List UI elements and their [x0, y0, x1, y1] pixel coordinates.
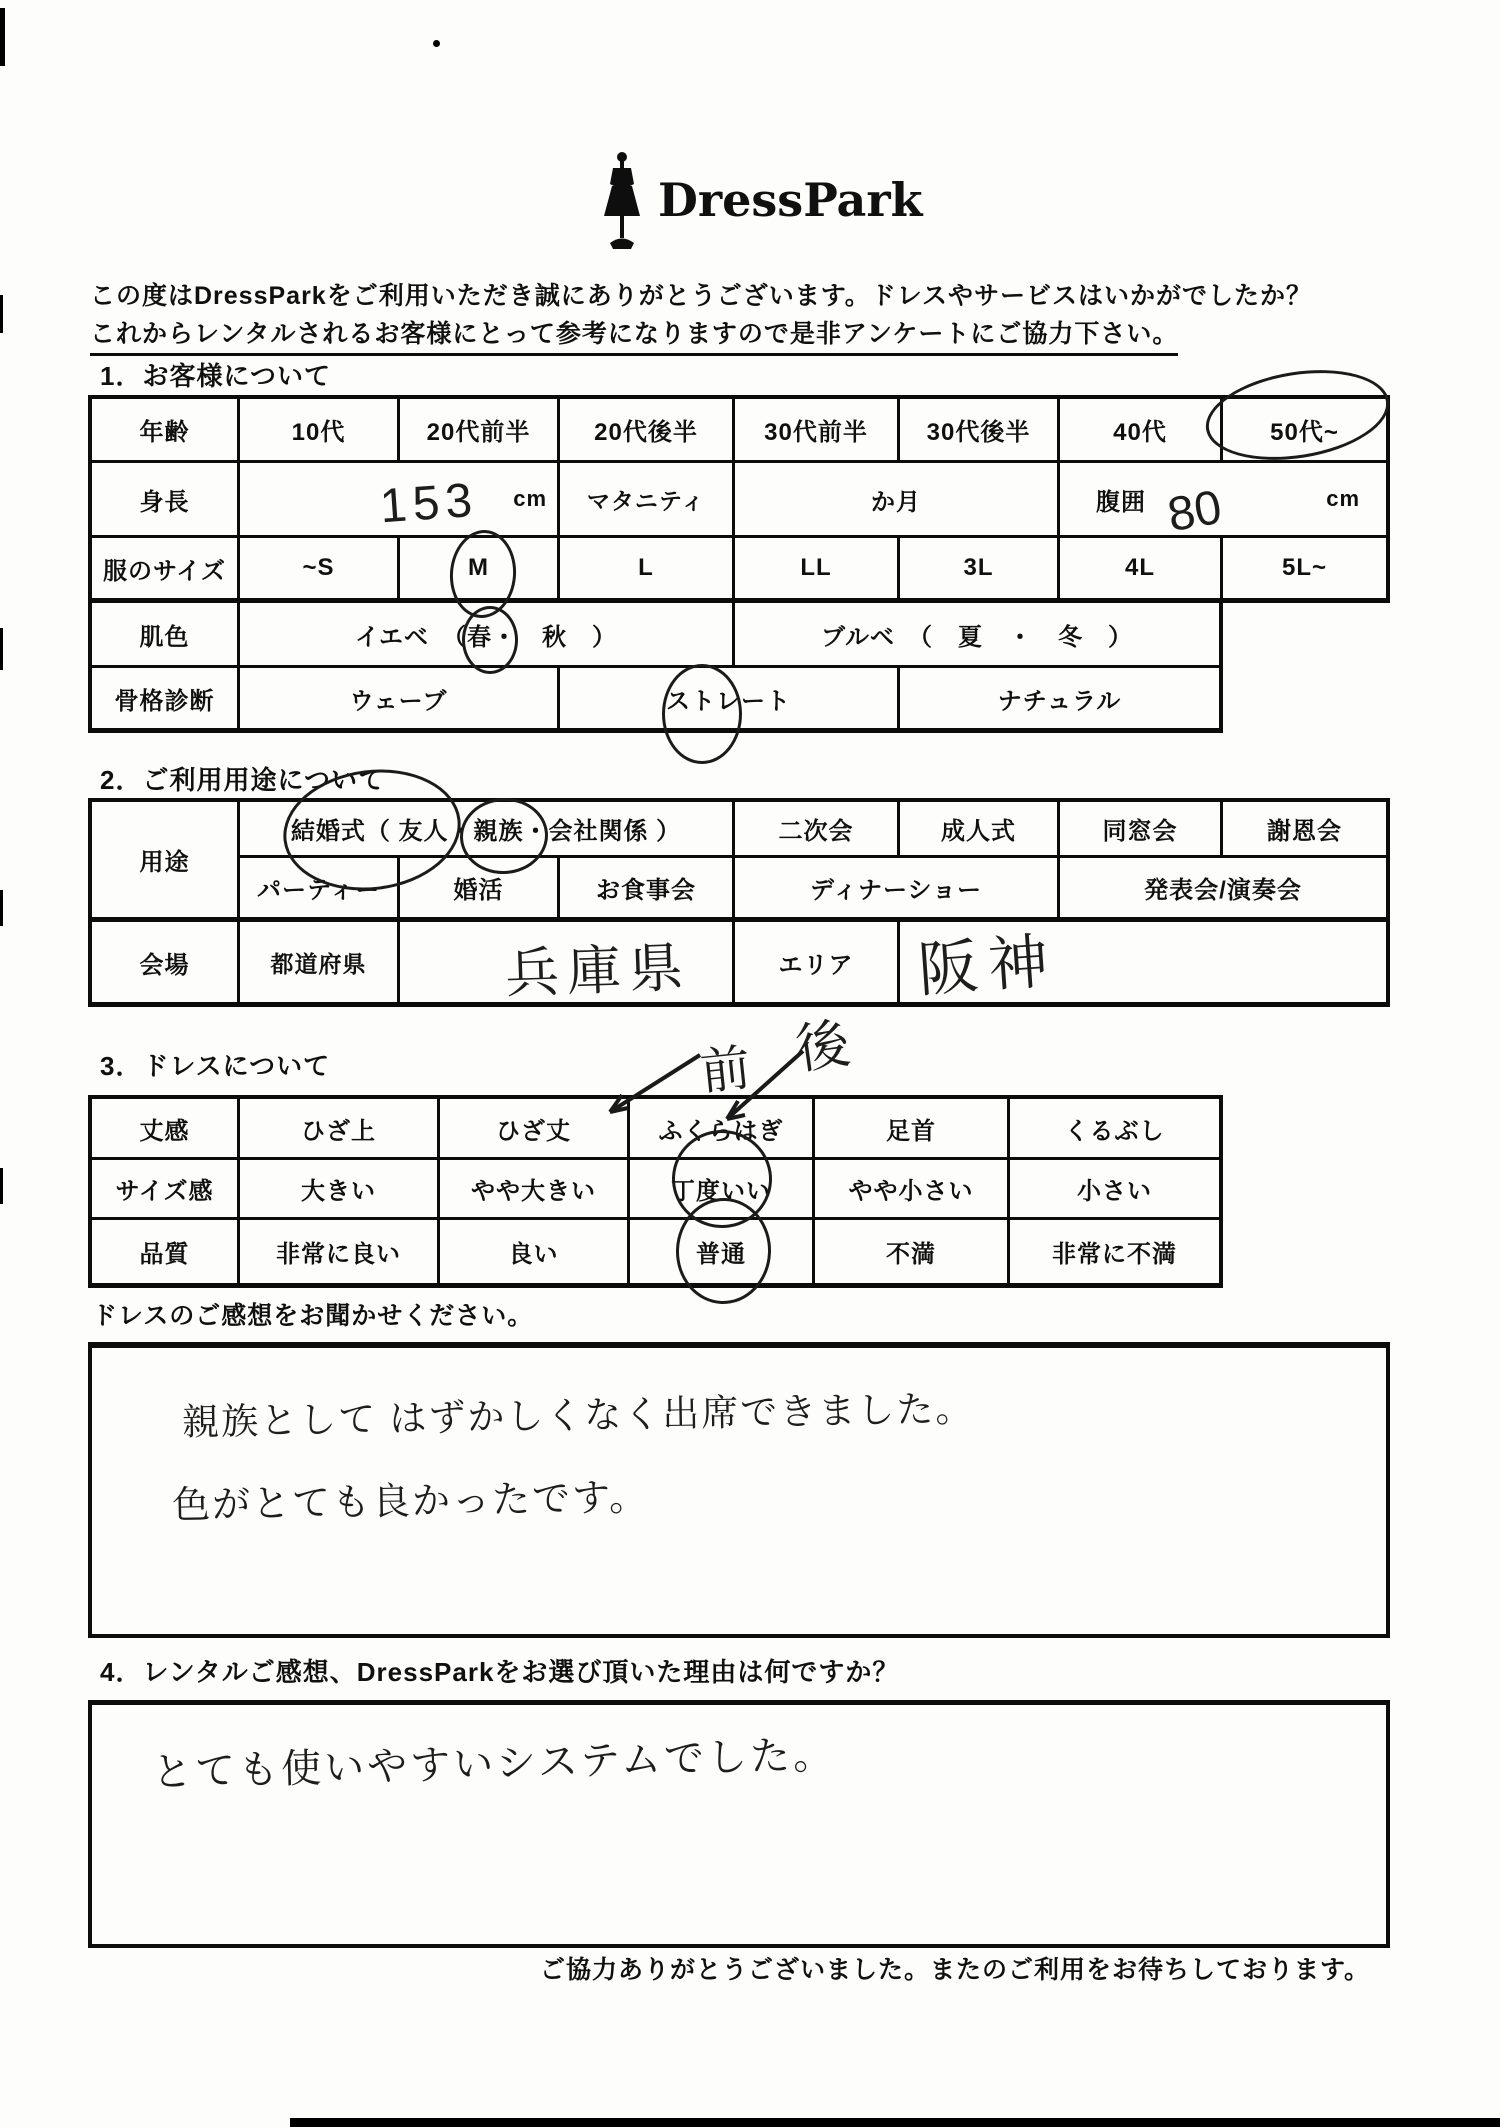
size-label: 服のサイズ	[88, 538, 240, 603]
handwritten-comment-line1: 親族として はずかしくなく出席できました。	[181, 1388, 975, 1443]
scan-edge-mark	[0, 1168, 3, 1204]
skin-label: 肌色	[88, 603, 240, 668]
skin-option-spring: 春	[467, 623, 493, 651]
fit-label: サイズ感	[88, 1160, 240, 1220]
waist-unit: cm	[1326, 486, 1360, 511]
handwritten-prefecture: 兵庫県	[504, 937, 693, 1005]
handwritten-note-front: 前	[697, 1039, 754, 1101]
frame-label: 骨格診断	[88, 668, 240, 733]
wedding-suffix: ・会社関係 ）	[523, 818, 682, 845]
frame-option-natural: ナチュラル	[900, 668, 1223, 733]
scan-edge-mark	[0, 628, 3, 670]
frame-option-wave: ウェーブ	[240, 668, 560, 733]
size-option-s: ~S	[240, 538, 400, 603]
skin-yellow-prefix: イエベ （	[354, 623, 468, 651]
fit-option-small: 小さい	[1010, 1160, 1223, 1220]
purpose-option-thanks-party: 謝恩会	[1223, 798, 1390, 858]
size-option-ll: LL	[735, 538, 900, 603]
size-option-l: L	[560, 538, 735, 603]
wedding-prefix: （ 友人・	[365, 818, 474, 845]
dress-form-icon	[596, 150, 650, 250]
skin-blue-cell: ブルベ （ 夏 ・ 冬 ）	[735, 603, 1223, 668]
age-option-50s: 50代~	[1223, 395, 1390, 463]
footer-text: ご協力ありがとうございました。またのご利用をお待ちしております。	[540, 1956, 1371, 1984]
size-option-m: M	[400, 538, 560, 603]
frame-option-straight: ストレート	[560, 668, 900, 733]
wedding-text: 結婚式	[290, 818, 366, 845]
dress-table	[88, 1095, 1223, 1288]
length-label: 丈感	[88, 1095, 240, 1160]
quality-option-very-good: 非常に良い	[240, 1220, 440, 1288]
handwritten-height: 153	[378, 473, 480, 534]
purpose-option-coming-of-age: 成人式	[900, 798, 1060, 858]
scan-edge-mark	[0, 890, 3, 926]
scan-speck	[433, 40, 440, 47]
length-option-calf: ふくらはぎ	[630, 1095, 815, 1160]
age-option-20s-early: 20代前半	[400, 395, 560, 463]
waist-write-in-cell	[1060, 463, 1390, 538]
waist-label: 腹囲	[1096, 488, 1146, 516]
purpose-option-recital: 発表会/演奏会	[1060, 858, 1390, 922]
purpose-option-matchmaking: 婚活	[400, 858, 560, 922]
circle-skin-spring	[462, 606, 518, 674]
venue-label: 会場	[88, 922, 240, 1007]
section4-heading: 4．レンタルご感想、DressParkをお選び頂いた理由は何ですか？	[100, 1657, 900, 1687]
age-option-20s-late: 20代後半	[560, 395, 735, 463]
maternity-months-cell: か月	[735, 463, 1060, 538]
quality-label: 品質	[88, 1220, 240, 1288]
purpose-option-party: パーティー	[240, 858, 400, 922]
purpose-option-dinner-show: ディナーショー	[735, 858, 1060, 922]
length-option-ankle: 足首	[815, 1095, 1010, 1160]
size-option-5l: 5L~	[1223, 538, 1390, 603]
intro-line-1: この度はDressParkをご利用いただき誠にありがとうございます。ドレスやサービスはいかがでしたか？	[90, 282, 1312, 310]
fit-option-bit-small: やや小さい	[815, 1160, 1010, 1220]
fit-option-just-right: 丁度いい	[630, 1160, 815, 1220]
purpose-option-dining: お食事会	[560, 858, 735, 922]
size-option-4l: 4L	[1060, 538, 1223, 603]
prefecture-label: 都道府県	[240, 922, 400, 1007]
scan-edge-mark	[0, 295, 3, 333]
fit-option-big: 大きい	[240, 1160, 440, 1220]
intro-line-2: これからレンタルされるお客様にとって参考になりますので是非アンケートにご協力下さい。	[90, 314, 1178, 356]
age-option-30s-early: 30代前半	[735, 395, 900, 463]
quality-option-good: 良い	[440, 1220, 630, 1288]
height-label: 身長	[88, 463, 240, 538]
scan-edge-mark	[0, 8, 5, 66]
front-arrow-icon	[600, 1050, 705, 1120]
length-option-above-knee: ひざ上	[240, 1095, 440, 1160]
length-option-knee: ひざ丈	[440, 1095, 630, 1160]
handwritten-area: 阪神	[916, 927, 1061, 1004]
quality-option-unsatisfied: 不満	[815, 1220, 1010, 1288]
customer-table	[88, 395, 1390, 733]
handwritten-note-back: 後	[791, 1013, 854, 1081]
age-option-10s: 10代	[240, 395, 400, 463]
section2-heading: 2．ご利用用途について	[100, 765, 385, 795]
purpose-label: 用途	[88, 798, 240, 922]
circle-frame-straight	[662, 664, 742, 764]
maternity-label: マタニティ	[560, 463, 735, 538]
age-option-30s-late: 30代後半	[900, 395, 1060, 463]
dresspark-logo	[596, 150, 922, 250]
purpose-option-reunion: 同窓会	[1060, 798, 1223, 858]
section1-heading: 1．お客様について	[100, 361, 331, 391]
logo-wordmark: DressPark	[658, 173, 923, 227]
area-label: エリア	[735, 922, 900, 1007]
length-option-anklebone: くるぶし	[1010, 1095, 1223, 1160]
quality-option-normal: 普通	[630, 1220, 815, 1288]
wedding-relatives: 親族	[473, 818, 524, 845]
back-arrow-icon	[715, 1045, 810, 1127]
handwritten-comment-line2: 色がとても良かったです。	[171, 1476, 650, 1528]
section3-heading: 3．ドレスについて	[100, 1051, 331, 1081]
age-label: 年齢	[88, 395, 240, 463]
fit-option-bit-big: やや大きい	[440, 1160, 630, 1220]
skin-yellow-suffix: ・ 秋 ）	[492, 623, 618, 651]
age-option-40s: 40代	[1060, 395, 1223, 463]
size-option-3l: 3L	[900, 538, 1060, 603]
dress-comment-label: ドレスのご感想をお聞かせください。	[92, 1302, 534, 1330]
height-unit: cm	[513, 486, 547, 511]
handwritten-reason: とても使いやすいシステムでした。	[151, 1733, 837, 1795]
purpose-option-afterparty: 二次会	[735, 798, 900, 858]
handwritten-waist: 80	[1163, 480, 1226, 543]
quality-option-very-unsatisfied: 非常に不満	[1010, 1220, 1223, 1288]
scan-bottom-line	[290, 2118, 1500, 2127]
